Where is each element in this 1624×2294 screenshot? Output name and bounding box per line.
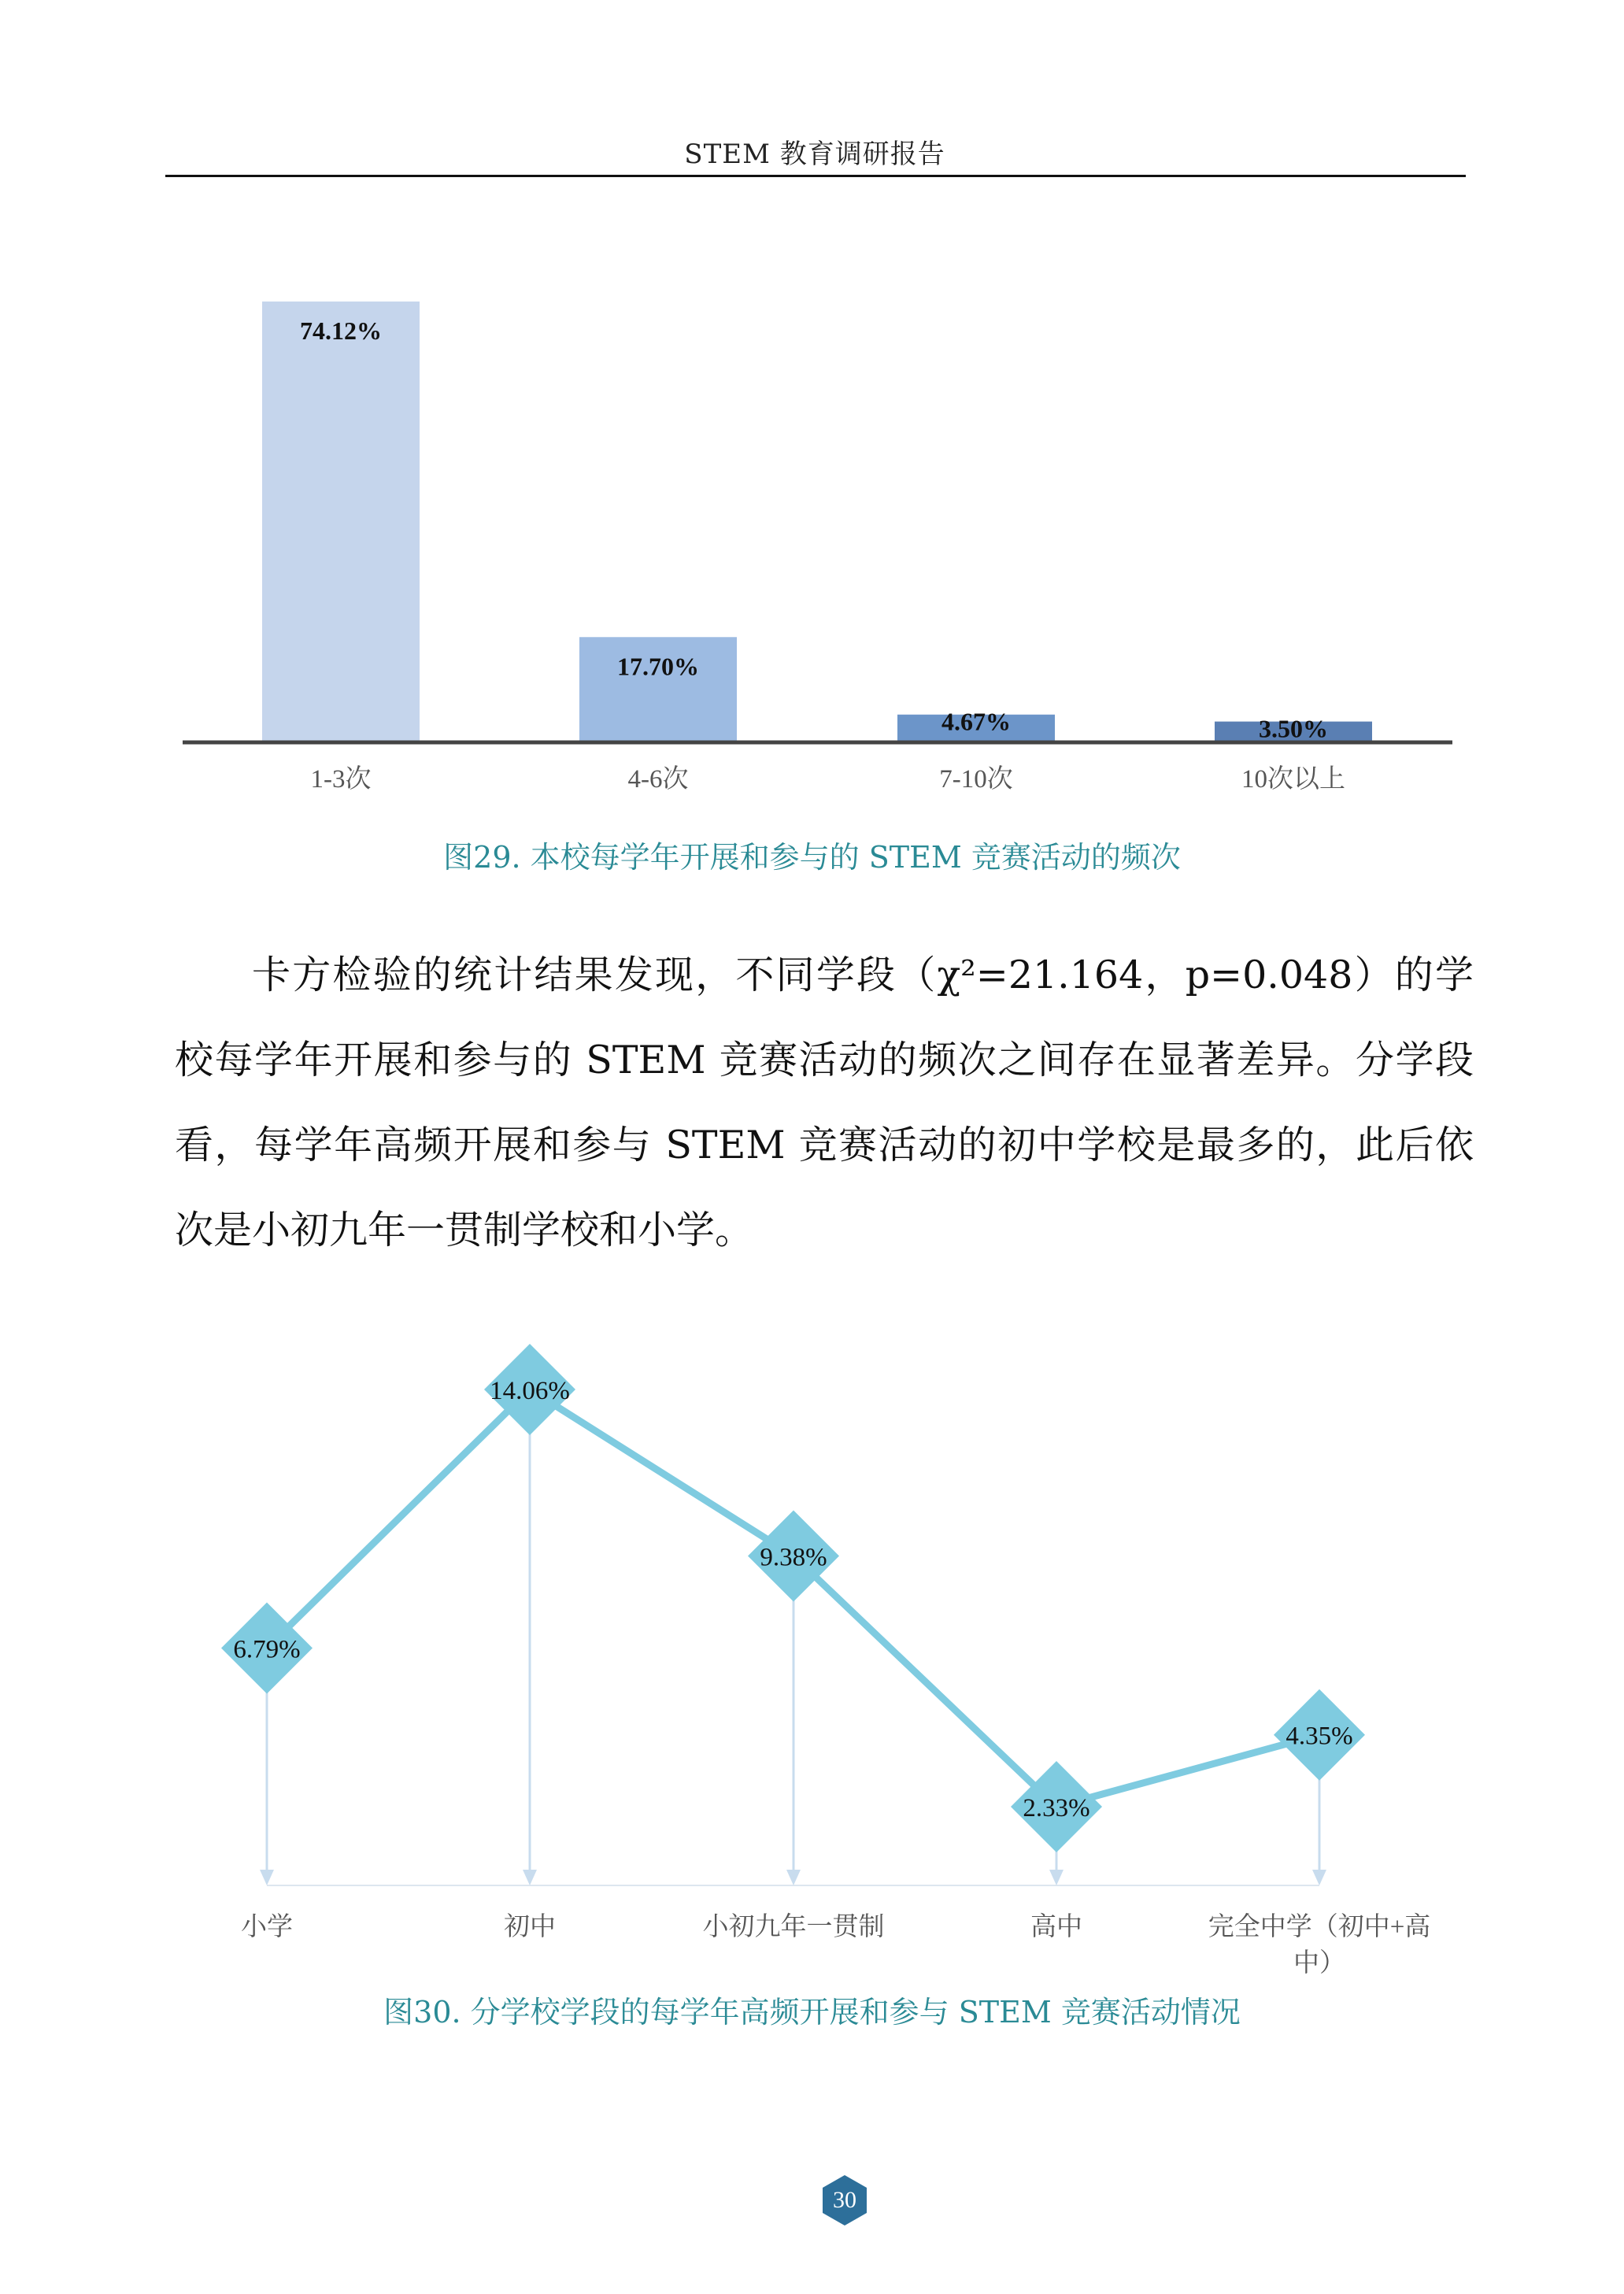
page-number: 30 [833,2187,856,2213]
data-label-5: 4.35% [1286,1722,1353,1751]
bar-value-label-4: 3.50% [1259,714,1328,743]
x-tick-label-1: 小学 [241,1913,293,1941]
x-tick-label-4: 10次以上 [1241,765,1345,794]
bar-value-label-3: 4.67% [941,707,1011,736]
bar-value-label-1: 74.12% [300,316,382,345]
page-number-badge [817,2173,872,2228]
drop-arrow-3 [786,1870,801,1885]
x-tick-label-4: 高中 [1030,1913,1082,1941]
drop-arrow-2 [523,1870,537,1885]
bar-value-label-2: 17.70% [617,652,699,681]
x-tick-label-2: 初中 [504,1913,556,1941]
x-tick-label-1: 1-3次 [310,765,372,794]
figure-30-caption: 图30. 分学校学段的每学年高频开展和参与 STEM 竞赛活动情况 [383,1995,1241,2029]
data-label-2: 14.06% [490,1377,570,1405]
figure-29-caption: 图29. 本校每学年开展和参与的 STEM 竞赛活动的频次 [443,840,1181,875]
data-label-4: 2.33% [1023,1794,1090,1822]
x-tick-label-5-line-1: 完全中学（初中+高 [1208,1913,1431,1941]
drop-arrow-4 [1049,1870,1064,1885]
body-paragraph-text: 卡方检验的统计结果发现，不同学段（χ²=21.164，p=0.048）的学校每学年开展和参与的 STEM 竞赛活动的频次之间存在显著差异。分学段看，每学年高频开展和参与 STEM 竞赛活动的初中学校是最多的，此后依次是小初九年一贯制学校和小学。 [175,953,1474,1252]
running-header: STEM 教育调研报告 [684,139,945,170]
x-tick-label-5-line-2: 中） [1293,1949,1345,1978]
data-label-3: 9.38% [760,1543,827,1572]
x-tick-label-2: 4-6次 [627,765,689,794]
data-label-1: 6.79% [233,1635,301,1664]
x-tick-label-3: 7-10次 [939,765,1013,794]
drop-arrow-5 [1312,1870,1326,1885]
x-tick-label-3: 小初九年一贯制 [702,1913,885,1941]
drop-arrow-1 [260,1870,274,1885]
